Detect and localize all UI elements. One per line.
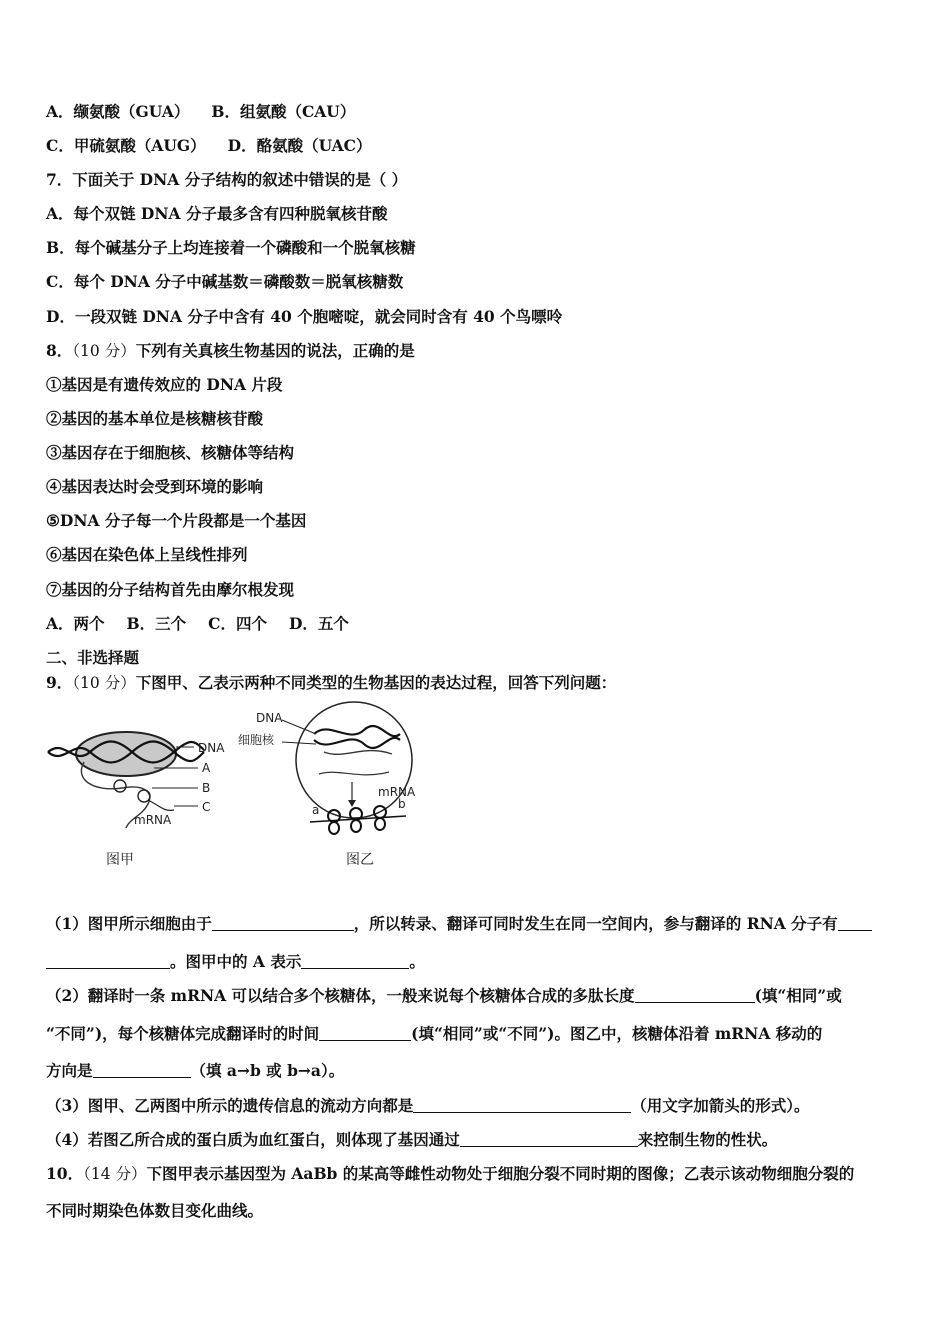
q8-item-5: ⑤DNA 分子每一个片段都是一个基因 <box>46 511 307 530</box>
q9-part3-text-a: （3）图甲、乙两图中所示的遗传信息的流动方向都是 <box>46 1096 414 1115</box>
q8-option-a: A．两个 <box>46 614 105 633</box>
caption-jia: 图甲 <box>106 852 134 868</box>
q9-part2-line2 <box>46 1024 822 1044</box>
q9-part2-text-b: (填“相同”或 <box>754 986 842 1005</box>
q8-item-3: ③基因存在于细胞核、核糖体等结构 <box>46 443 295 462</box>
q10-stem: 下图甲表示基因型为 AaBb 的某高等雌性动物处于细胞分裂不同时期的图像；乙表示该动物细胞分裂的 <box>146 1164 855 1183</box>
q8-options <box>46 614 349 634</box>
q9-stem-line <box>46 673 616 693</box>
answer-blank-4[interactable] <box>635 986 755 1003</box>
answer-blank-2b[interactable] <box>46 952 170 969</box>
q9-part2-text-a: （2）翻译时一条 mRNA 可以结合多个核糖体，一般来说每个核糖体合成的多肽长度 <box>46 986 635 1005</box>
q9-part1-line1 <box>46 914 872 934</box>
answer-blank-6[interactable] <box>93 1061 191 1078</box>
label-a: A <box>202 761 211 775</box>
q9-part3-text-b: （用文字加箭头的形式）。 <box>631 1096 810 1115</box>
label-mrna-right: mRNA <box>378 785 416 799</box>
q6-option-c: C．甲硫氨酸（AUG） <box>46 136 206 155</box>
q9-part2-text-e: 方向是 <box>46 1061 93 1080</box>
q9-part1-text-a: （1）图甲所示细胞由于 <box>46 914 212 933</box>
label-b: B <box>202 781 211 795</box>
q9-part4-text-a: （4）若图乙所合成的蛋白质为血红蛋白，则体现了基因通过 <box>46 1130 460 1149</box>
caption-yi: 图乙 <box>346 852 374 868</box>
nucleus-mrna <box>324 751 392 755</box>
nucleus-dna-2 <box>314 738 400 748</box>
q8-item-4: ④基因表达时会受到环境的影响 <box>46 477 264 496</box>
polysome-subunit-2 <box>351 820 361 832</box>
q9-part2-text-d: (填“相同”或“不同”)。图乙中，核糖体沿着 mRNA 移动的 <box>411 1024 823 1043</box>
q7-option-d: D．一段双链 DNA 分子中含有 40 个胞嘧啶，就会同时含有 40 个鸟嘌呤 <box>46 307 563 326</box>
figure-yi <box>238 702 416 868</box>
label-c: C <box>202 800 211 814</box>
q9-part4-text-b: 来控制生物的性状。 <box>637 1130 778 1149</box>
peptide-chain-shape <box>148 800 174 810</box>
answer-blank-3[interactable] <box>301 952 409 969</box>
polysome-subunit-3 <box>375 818 385 830</box>
q8-number: 8． <box>46 341 73 360</box>
q10-stem-line <box>46 1164 854 1184</box>
q8-item-2: ②基因的基本单位是核糖核苷酸 <box>46 409 264 428</box>
q6-option-b: B．组氨酸（CAU） <box>211 102 356 121</box>
q9-score: （10 分） <box>72 674 136 692</box>
label-a-end: a <box>312 803 320 817</box>
q9-part2-text-c: “不同”)，每个核糖体完成翻译时的时间 <box>46 1024 320 1043</box>
q6-option-a: A．缬氨酸（GUA） <box>46 102 190 121</box>
ribosome-1-shape <box>114 780 126 792</box>
q6-option-d: D．酪氨酸（UAC） <box>227 136 372 155</box>
q8-option-b: B．三个 <box>126 614 187 633</box>
label-dna-left: DNA <box>198 741 225 755</box>
answer-blank-7[interactable] <box>413 1096 631 1113</box>
q8-item-6: ⑥基因在染色体上呈线性排列 <box>46 545 248 564</box>
q8-option-d: D．五个 <box>288 614 349 633</box>
q9-part4 <box>46 1130 777 1150</box>
q10-number: 10． <box>46 1164 84 1183</box>
polysome-subunit-1 <box>329 822 339 834</box>
label-b-end: b <box>398 797 406 811</box>
q10-score: （14 分） <box>83 1165 147 1183</box>
q7-option-c: C．每个 DNA 分子中碱基数＝磷酸数＝脱氧核糖数 <box>46 272 404 291</box>
q10-stem-line2: 不同时期染色体数目变化曲线。 <box>46 1201 264 1220</box>
q8-item-1: ①基因是有遗传效应的 DNA 片段 <box>46 375 283 394</box>
q8-item-7: ⑦基因的分子结构首先由摩尔根发现 <box>46 580 295 599</box>
q9-stem: 下图甲、乙表示两种不同类型的生物基因的表达过程，回答下列问题： <box>135 673 617 692</box>
q8-score: （10 分） <box>72 342 136 360</box>
q8-stem: 下列有关真核生物基因的说法，正确的是 <box>135 341 415 360</box>
q7-option-b: B．每个碱基分子上均连接着一个磷酸和一个脱氧核糖 <box>46 238 416 257</box>
q9-part1-text-c: 。图甲中的 A 表示 <box>170 952 302 971</box>
q9-part1-line2 <box>46 952 425 972</box>
section-heading: 二、非选择题 <box>46 648 140 667</box>
q9-number: 9． <box>46 673 73 692</box>
q9-part1-text-b: ，所以转录、翻译可同时发生在同一空间内，参与翻译的 RNA 分子有 <box>353 914 838 933</box>
q7-stem: 7．下面关于 DNA 分子结构的叙述中错误的是（ ） <box>46 170 408 189</box>
answer-blank-5[interactable] <box>319 1024 411 1041</box>
answer-blank-2a[interactable] <box>838 914 872 931</box>
label-nucleus: 细胞核 <box>238 733 275 747</box>
q8-option-c: C．四个 <box>208 614 267 633</box>
label-dna-right: DNA <box>256 711 283 725</box>
q9-part2-line1 <box>46 986 842 1006</box>
nucleus-dna-1 <box>314 726 400 736</box>
q9-part2-text-f: （填 a→b 或 b→a）。 <box>190 1061 345 1080</box>
q6-options-row2 <box>46 136 371 156</box>
q8-stem-line <box>46 341 415 361</box>
gene-expression-figure <box>44 700 434 880</box>
arrow-head-shape <box>348 800 356 807</box>
figure-jia <box>48 732 225 868</box>
q9-part3 <box>46 1096 810 1116</box>
q9-part2-line3 <box>46 1061 344 1081</box>
q6-options-row1 <box>46 102 355 122</box>
q7-option-a: A．每个双链 DNA 分子最多含有四种脱氧核苷酸 <box>46 204 388 223</box>
q9-part1-text-d: 。 <box>409 952 425 971</box>
answer-blank-8[interactable] <box>460 1130 638 1147</box>
mrna-exit <box>319 772 389 775</box>
label-mrna-left: mRNA <box>134 813 172 827</box>
answer-blank-1[interactable] <box>212 914 354 931</box>
